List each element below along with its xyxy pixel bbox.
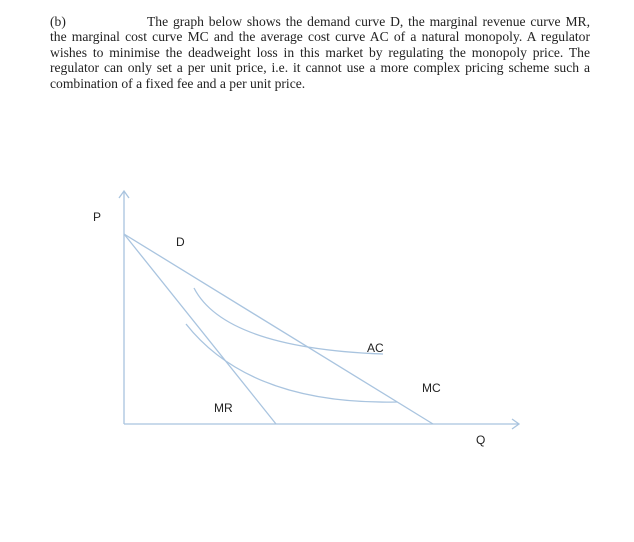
x-axis-label: Q [476,433,486,447]
average-cost-label: AC [367,341,384,355]
demand-curve [124,234,433,424]
marginal-revenue-curve [124,234,276,424]
average-cost-curve [194,288,383,354]
demand-label: D [176,235,185,249]
marginal-cost-curve [186,324,397,402]
marginal-cost-label: MC [422,381,441,395]
question-label: (b) [50,14,66,29]
marginal-revenue-label: MR [214,401,233,415]
y-axis-label: P [93,210,102,224]
question-body: The graph below shows the demand curve D, the marginal revenue curve MR, the marginal cost curve MC and the average cost curve AC of a natural monopoly. A regulator wishes to minimise the deadweight loss in this market by regulating the monopoly price. The regulator can only set a per unit price, i.e. it cannot use a more complex pricing scheme such a combination of a fixed fee and a per unit price. [50,14,590,91]
